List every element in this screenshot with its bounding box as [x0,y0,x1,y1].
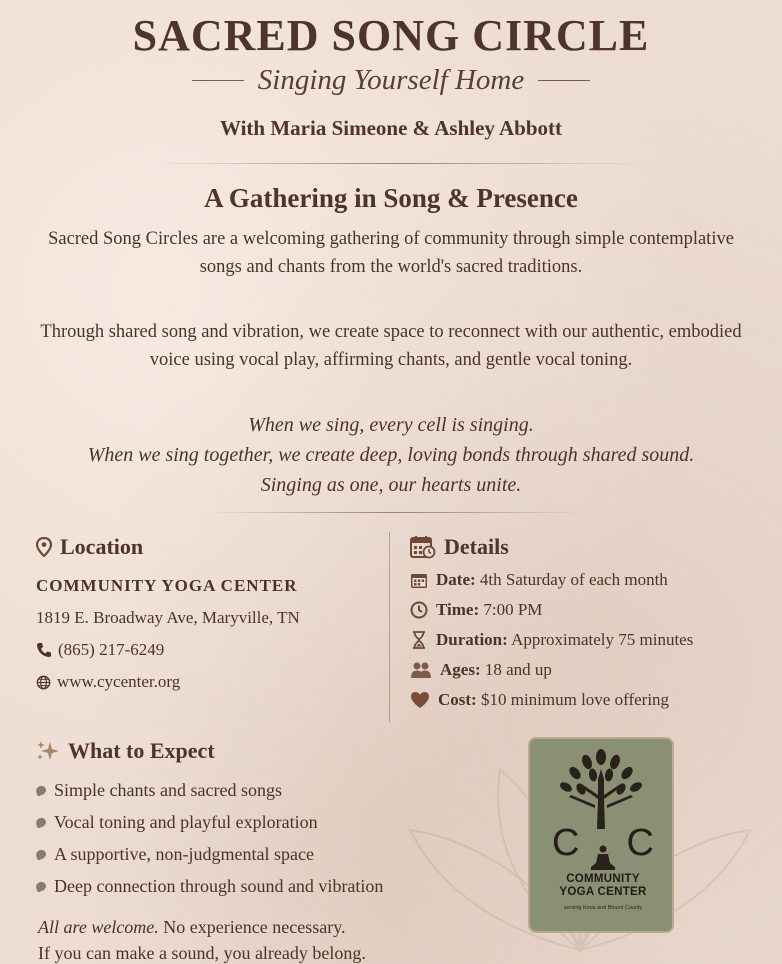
expect-heading [36,738,506,764]
subtitle-row [0,64,782,97]
detail-value: 18 and up [484,660,552,679]
intro-paragraph-1: Sacred Song Circles are a welcoming gathering of community through simple contemplative songs and chants from the world's sacred traditions. [48,229,734,277]
address: 1819 E. Broadway Ave, Maryville, TN [36,608,300,627]
quote-line: When we sing, every cell is singing. [248,414,534,436]
website-link[interactable]: www.cycenter.org [57,672,181,691]
logo-name [530,873,676,899]
phone-row [36,640,381,660]
list-item [36,806,506,838]
list-item-text: Vocal toning and playful exploration [54,811,318,832]
detail-row-cost [410,690,770,710]
logo-letter: C [626,822,654,864]
location-heading-text: Location [60,534,144,559]
quote-line: Singing as one, our hearts unite. [260,474,522,496]
meditating-figure-icon [589,845,617,871]
detail-label: Date: [436,570,476,589]
detail-row-date [410,570,770,590]
calendar-icon [410,571,428,589]
leaf-bullet-icon [35,816,47,828]
leaf-bullet-icon [35,848,47,860]
logo-name-line: COMMUNITY [566,873,640,885]
phone-number[interactable]: (865) 217-6249 [58,640,165,659]
expect-section [36,738,506,902]
leaf-bullet-icon [35,880,47,892]
hourglass-icon [410,631,428,649]
phone-icon [36,642,52,658]
details-section [410,534,770,710]
divider [205,512,585,513]
detail-label: Ages: [440,660,481,679]
welcome-line [38,914,518,940]
leaf-bullet-icon [35,784,47,796]
map-pin-icon [36,537,52,557]
clock-icon [410,601,428,619]
detail-row-time [410,600,770,620]
event-title: SACRED SONG CIRCLE [132,11,650,60]
sparkle-icon [36,740,60,762]
intro-paragraph-2: Through shared song and vibration, we create space to reconnect with our authentic, embodied voice using vocal play, affirming chants, and gentle vocal toning. [40,322,742,370]
heart-icon [410,691,430,709]
detail-value: $10 minimum love offering [480,690,670,709]
closing-text [38,914,518,964]
logo-letter: C [552,822,580,864]
detail-label: Cost: [438,690,477,709]
quote-block [20,410,762,500]
list-item-text: A supportive, non-judgmental space [54,843,314,864]
hosts-line: With Maria Simeone & Ashley Abbott [219,116,563,140]
logo-name-line: YOGA CENTER [559,886,647,898]
detail-row-ages [410,660,770,680]
detail-label: Duration: [436,630,508,649]
quote-line: When we sing together, we create deep, loving bonds through shared sound. [87,444,695,466]
detail-value: 7:00 PM [483,600,543,619]
welcome-rest: No experience necessary. [158,917,346,937]
globe-icon [36,675,51,690]
event-subtitle: Singing Yourself Home [257,64,525,96]
list-item [36,838,506,870]
details-heading [410,534,770,560]
subtitle-rule-right [538,80,590,81]
list-item [36,774,506,806]
details-heading-text: Details [444,534,509,559]
website-row [36,672,381,692]
community-yoga-center-logo [528,737,674,933]
calendar-clock-icon [410,535,436,559]
venue-name: COMMUNITY YOGA CENTER [36,576,298,595]
list-item [36,870,506,902]
location-section [36,534,381,692]
logo-tagline: serving Knox and Blount County [563,905,643,911]
column-divider [389,532,390,722]
detail-label: Time: [436,600,480,619]
expect-list [36,774,506,902]
detail-value: 4th Saturday of each month [479,570,668,589]
welcome-emphasis: All are welcome. [38,917,159,937]
belong-line: If you can make a sound, you already belong. [38,943,366,963]
detail-row-duration [410,630,770,650]
location-heading [36,534,381,560]
subtitle-rule-left [192,80,244,81]
tree-icon [551,749,651,829]
expect-heading-text: What to Expect [68,738,215,763]
detail-value: Approximately 75 minutes [511,630,694,649]
divider [150,163,645,164]
list-item-text: Deep connection through sound and vibration [54,875,384,896]
intro-heading: A Gathering in Song & Presence [204,183,578,213]
people-icon [410,661,432,679]
list-item-text: Simple chants and sacred songs [54,779,282,800]
